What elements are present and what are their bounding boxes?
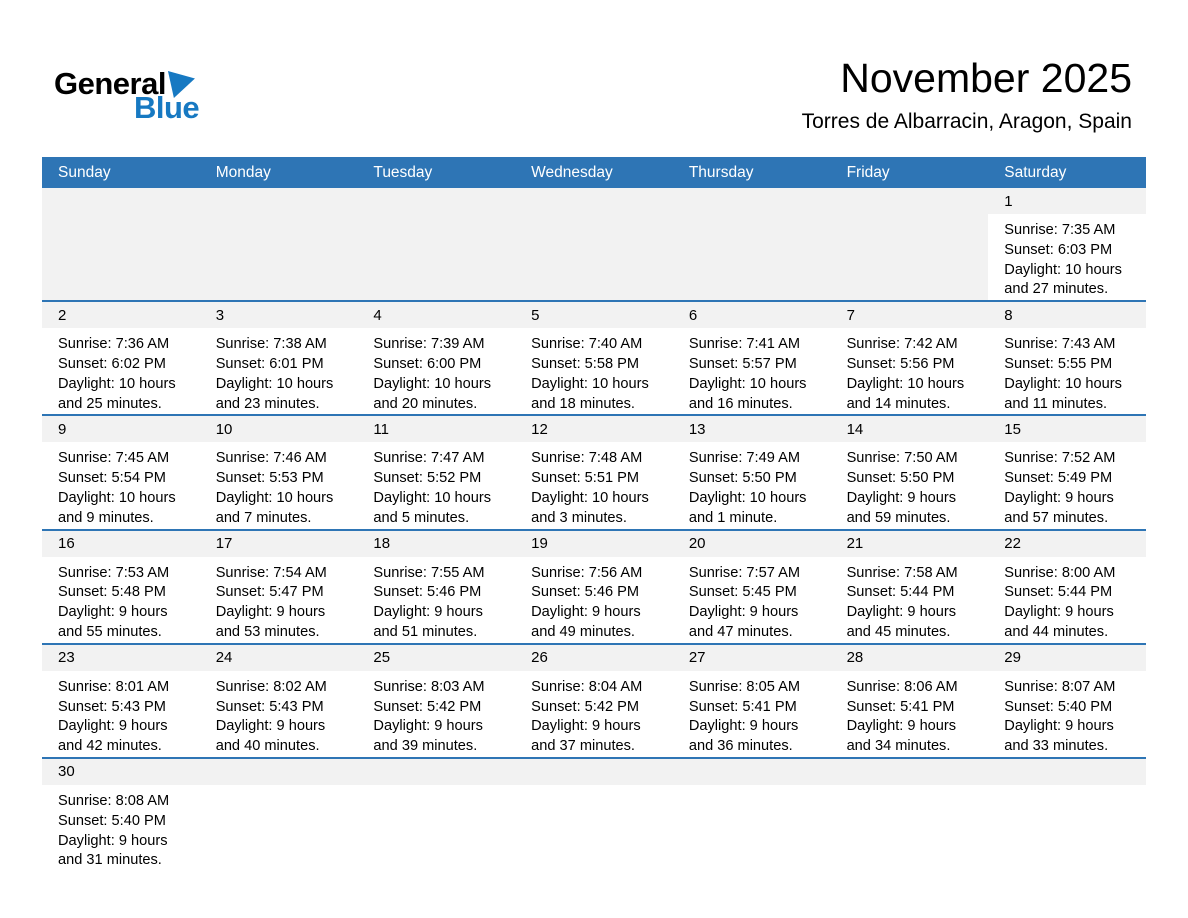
sunrise-text: Sunrise: 7:38 AM	[215, 336, 327, 353]
sunrise-text: Sunrise: 7:57 AM	[688, 564, 800, 581]
daylight-text-line1: Daylight: 9 hours	[846, 604, 957, 621]
daylight-text-line1: Daylight: 10 hours	[373, 489, 492, 506]
day-number: 29	[1004, 649, 1021, 667]
sunset-text: Sunset: 6:02 PM	[58, 355, 166, 372]
sunrise-text: Sunrise: 8:04 AM	[531, 678, 643, 695]
day-number: 12	[531, 420, 548, 438]
day-cell	[831, 531, 989, 643]
daylight-text-line2: and 45 minutes.	[846, 623, 951, 640]
daylight-text-line1: Daylight: 9 hours	[1004, 489, 1114, 506]
daylight-text-line1: Daylight: 10 hours	[58, 375, 176, 392]
week-row	[42, 300, 1146, 414]
day-number: 8	[1004, 306, 1013, 324]
empty-cell	[831, 188, 989, 300]
day-cell	[831, 302, 989, 414]
day-number: 13	[688, 420, 706, 438]
sunrise-text: Sunrise: 7:49 AM	[688, 450, 800, 467]
day-number: 26	[531, 649, 548, 667]
sunrise-text: Sunrise: 7:35 AM	[1004, 222, 1116, 238]
week-row	[42, 414, 1146, 528]
day-number: 18	[373, 535, 391, 553]
day-cell	[357, 416, 515, 528]
daylight-text-line1: Daylight: 9 hours	[58, 832, 168, 849]
sunrise-text: Sunrise: 8:01 AM	[58, 678, 170, 695]
day-cell	[515, 416, 673, 528]
sunrise-text: Sunrise: 7:42 AM	[846, 336, 958, 353]
sunset-text: Sunset: 5:53 PM	[215, 470, 324, 487]
daylight-text-line2: and 20 minutes.	[373, 395, 478, 412]
day-number: 22	[1004, 535, 1021, 553]
sunrise-text: Sunrise: 7:48 AM	[531, 450, 643, 467]
daylight-text-line1: Daylight: 9 hours	[373, 604, 483, 621]
sunrise-text: Sunrise: 7:50 AM	[846, 450, 958, 467]
sunset-text: Sunset: 5:41 PM	[846, 698, 955, 715]
day-cell	[42, 645, 200, 757]
daylight-text-line2: and 51 minutes.	[373, 623, 478, 640]
daylight-text-line2: and 53 minutes.	[215, 623, 320, 640]
weekday-header	[42, 157, 1146, 188]
week-row	[42, 757, 1146, 871]
empty-cell	[673, 188, 831, 300]
daylight-text-line2: and 5 minutes.	[373, 509, 470, 526]
daylight-text-line2: and 59 minutes.	[846, 509, 951, 526]
empty-cell	[673, 759, 831, 871]
day-number: 9	[58, 420, 67, 438]
daylight-text-line2: and 16 minutes.	[688, 395, 793, 412]
sunset-text: Sunset: 5:42 PM	[373, 698, 482, 715]
week-row	[42, 529, 1146, 643]
daylight-text-line1: Daylight: 10 hours	[688, 489, 807, 506]
day-number: 24	[215, 649, 233, 667]
day-cell	[357, 645, 515, 757]
sunset-text: Sunset: 5:46 PM	[373, 584, 482, 601]
empty-cell	[515, 759, 673, 871]
sunrise-text: Sunrise: 7:40 AM	[531, 336, 643, 353]
day-cell	[200, 645, 358, 757]
day-cell	[515, 645, 673, 757]
day-number: 21	[846, 535, 864, 553]
day-number: 14	[846, 420, 864, 438]
calendar	[42, 157, 1146, 871]
day-cell	[515, 531, 673, 643]
daylight-text-line1: Daylight: 9 hours	[58, 718, 168, 735]
sunset-text: Sunset: 6:03 PM	[1004, 241, 1113, 258]
sunset-text: Sunset: 5:52 PM	[373, 470, 482, 487]
day-cell	[988, 188, 1146, 300]
daylight-text-line2: and 3 minutes.	[531, 509, 627, 526]
empty-cell	[831, 759, 989, 871]
daylight-text-line1: Daylight: 9 hours	[688, 718, 799, 735]
day-cell	[200, 416, 358, 528]
sunset-text: Sunset: 5:55 PM	[1004, 355, 1113, 372]
daylight-text-line1: Daylight: 9 hours	[531, 604, 641, 621]
sunset-text: Sunset: 5:49 PM	[1004, 470, 1113, 487]
empty-cell	[200, 759, 358, 871]
sunrise-text: Sunrise: 7:43 AM	[1004, 336, 1116, 353]
daylight-text-line1: Daylight: 9 hours	[58, 604, 168, 621]
sunrise-text: Sunrise: 7:58 AM	[846, 564, 958, 581]
logo-text-general: General	[54, 66, 166, 101]
day-cell	[42, 531, 200, 643]
day-number: 7	[846, 306, 855, 324]
sunset-text: Sunset: 5:58 PM	[531, 355, 640, 372]
day-number: 2	[58, 306, 67, 324]
calendar-grid	[42, 188, 1146, 871]
sunset-text: Sunset: 5:57 PM	[688, 355, 797, 372]
day-number: 5	[531, 306, 540, 324]
sunrise-text: Sunrise: 8:05 AM	[688, 678, 800, 695]
weekday-sunday: Sunday	[58, 163, 111, 181]
daylight-text-line2: and 47 minutes.	[688, 623, 793, 640]
day-number: 20	[688, 535, 706, 553]
day-cell	[42, 759, 200, 871]
weekday-monday: Monday	[215, 163, 271, 181]
day-cell	[673, 645, 831, 757]
daylight-text-line1: Daylight: 9 hours	[531, 718, 641, 735]
daylight-text-line2: and 18 minutes.	[531, 395, 635, 412]
daylight-text-line1: Daylight: 9 hours	[373, 718, 483, 735]
sunrise-text: Sunrise: 7:55 AM	[373, 564, 485, 581]
month-title: November 2025	[840, 55, 1132, 101]
daylight-text-line1: Daylight: 10 hours	[531, 375, 649, 392]
daylight-text-line1: Daylight: 10 hours	[688, 375, 807, 392]
day-number: 17	[215, 535, 233, 553]
sunset-text: Sunset: 6:00 PM	[373, 355, 482, 372]
daylight-text-line1: Daylight: 10 hours	[58, 489, 176, 506]
sunset-text: Sunset: 5:43 PM	[58, 698, 166, 715]
sunset-text: Sunset: 5:42 PM	[531, 698, 640, 715]
day-number: 6	[688, 306, 698, 324]
empty-cell	[200, 188, 358, 300]
day-cell	[988, 302, 1146, 414]
empty-cell	[357, 188, 515, 300]
page-header	[42, 0, 1146, 157]
daylight-text-line2: and 44 minutes.	[1004, 623, 1109, 640]
day-cell	[357, 302, 515, 414]
day-cell	[988, 531, 1146, 643]
sunrise-text: Sunrise: 8:06 AM	[846, 678, 958, 695]
daylight-text-line1: Daylight: 10 hours	[531, 489, 649, 506]
weekday-friday: Friday	[846, 163, 890, 181]
sunset-text: Sunset: 5:48 PM	[58, 584, 166, 601]
day-cell	[988, 416, 1146, 528]
day-cell	[357, 531, 515, 643]
daylight-text-line2: and 55 minutes.	[58, 623, 162, 640]
day-cell	[42, 302, 200, 414]
daylight-text-line2: and 37 minutes.	[531, 738, 635, 755]
daylight-text-line2: and 31 minutes.	[58, 852, 162, 869]
day-cell	[673, 416, 831, 528]
day-cell	[831, 645, 989, 757]
daylight-text-line2: and 36 minutes.	[688, 738, 793, 755]
sunset-text: Sunset: 5:43 PM	[215, 698, 324, 715]
sunrise-text: Sunrise: 7:45 AM	[58, 450, 170, 467]
sunrise-text: Sunrise: 8:00 AM	[1004, 564, 1116, 581]
empty-cell	[42, 188, 200, 300]
day-number: 3	[215, 306, 225, 324]
weekday-thursday: Thursday	[688, 163, 754, 181]
sunset-text: Sunset: 5:46 PM	[531, 584, 640, 601]
sunset-text: Sunset: 5:56 PM	[846, 355, 955, 372]
day-number: 28	[846, 649, 864, 667]
daylight-text-line1: Daylight: 9 hours	[846, 489, 957, 506]
sunrise-text: Sunrise: 7:53 AM	[58, 564, 170, 581]
sunset-text: Sunset: 5:44 PM	[1004, 584, 1113, 601]
daylight-text-line1: Daylight: 10 hours	[1004, 261, 1122, 278]
day-number: 10	[215, 420, 233, 438]
day-number: 30	[58, 763, 75, 781]
daylight-text-line2: and 39 minutes.	[373, 738, 478, 755]
sunset-text: Sunset: 5:44 PM	[846, 584, 955, 601]
day-cell	[42, 416, 200, 528]
daylight-text-line1: Daylight: 10 hours	[373, 375, 492, 392]
week-row	[42, 643, 1146, 757]
daylight-text-line2: and 40 minutes.	[215, 738, 320, 755]
logo-text-blue: Blue	[134, 89, 200, 125]
daylight-text-line2: and 42 minutes.	[58, 738, 162, 755]
day-number: 15	[1004, 420, 1021, 438]
day-cell	[200, 531, 358, 643]
day-cell	[988, 645, 1146, 757]
sunset-text: Sunset: 5:45 PM	[688, 584, 797, 601]
daylight-text-line1: Daylight: 9 hours	[215, 604, 326, 621]
day-number: 11	[373, 420, 389, 438]
empty-cell	[988, 759, 1146, 871]
daylight-text-line2: and 49 minutes.	[531, 623, 635, 640]
daylight-text-line2: and 7 minutes.	[215, 509, 312, 526]
sunset-text: Sunset: 5:47 PM	[215, 584, 324, 601]
sunrise-text: Sunrise: 7:46 AM	[215, 450, 327, 467]
daylight-text-line1: Daylight: 10 hours	[215, 489, 334, 506]
sunrise-text: Sunrise: 8:07 AM	[1004, 678, 1116, 695]
daylight-text-line2: and 33 minutes.	[1004, 738, 1109, 755]
day-cell	[673, 531, 831, 643]
weekday-saturday: Saturday	[1004, 163, 1067, 181]
sunset-text: Sunset: 6:01 PM	[215, 355, 324, 372]
daylight-text-line2: and 1 minute.	[688, 509, 778, 526]
daylight-text-line2: and 25 minutes.	[58, 395, 162, 412]
title-block	[802, 56, 1132, 134]
sunrise-text: Sunrise: 7:41 AM	[688, 336, 800, 353]
daylight-text-line1: Daylight: 10 hours	[1004, 375, 1122, 392]
sunset-text: Sunset: 5:50 PM	[688, 470, 797, 487]
daylight-text-line2: and 34 minutes.	[846, 738, 951, 755]
day-number: 4	[373, 306, 382, 324]
day-cell	[831, 416, 989, 528]
sunrise-text: Sunrise: 7:52 AM	[1004, 450, 1116, 467]
day-number: 23	[58, 649, 75, 667]
sunrise-text: Sunrise: 8:08 AM	[58, 792, 170, 809]
day-number: 25	[373, 649, 391, 667]
sunset-text: Sunset: 5:51 PM	[531, 470, 640, 487]
daylight-text-line2: and 23 minutes.	[215, 395, 320, 412]
daylight-text-line1: Daylight: 9 hours	[215, 718, 326, 735]
day-cell	[673, 302, 831, 414]
daylight-text-line1: Daylight: 10 hours	[846, 375, 965, 392]
sunrise-text: Sunrise: 7:36 AM	[58, 336, 170, 353]
day-cell	[200, 302, 358, 414]
day-number: 1	[1004, 192, 1013, 210]
daylight-text-line2: and 14 minutes.	[846, 395, 951, 412]
weekday-tuesday: Tuesday	[373, 163, 433, 181]
daylight-text-line2: and 11 minutes.	[1004, 395, 1108, 412]
daylight-text-line1: Daylight: 9 hours	[688, 604, 799, 621]
sunrise-text: Sunrise: 8:03 AM	[373, 678, 485, 695]
empty-cell	[515, 188, 673, 300]
daylight-text-line2: and 27 minutes.	[1004, 281, 1109, 298]
sunrise-text: Sunrise: 8:02 AM	[215, 678, 327, 695]
daylight-text-line1: Daylight: 9 hours	[1004, 718, 1114, 735]
daylight-text-line1: Daylight: 9 hours	[846, 718, 957, 735]
sunrise-text: Sunrise: 7:47 AM	[373, 450, 485, 467]
daylight-text-line1: Daylight: 9 hours	[1004, 604, 1114, 621]
week-row	[42, 188, 1146, 300]
sunset-text: Sunset: 5:41 PM	[688, 698, 797, 715]
general-blue-logo	[54, 68, 294, 124]
sunrise-text: Sunrise: 7:39 AM	[373, 336, 485, 353]
daylight-text-line1: Daylight: 10 hours	[215, 375, 334, 392]
sunrise-text: Sunrise: 7:54 AM	[215, 564, 327, 581]
daylight-text-line2: and 9 minutes.	[58, 509, 154, 526]
day-number: 16	[58, 535, 75, 553]
sunset-text: Sunset: 5:40 PM	[58, 812, 166, 829]
day-cell	[515, 302, 673, 414]
day-number: 19	[531, 535, 548, 553]
weekday-wednesday: Wednesday	[531, 163, 613, 181]
empty-cell	[357, 759, 515, 871]
sunset-text: Sunset: 5:40 PM	[1004, 698, 1113, 715]
sunset-text: Sunset: 5:54 PM	[58, 470, 166, 487]
daylight-text-line2: and 57 minutes.	[1004, 509, 1109, 526]
sunrise-text: Sunrise: 7:56 AM	[531, 564, 643, 581]
location-subtitle: Torres de Albarracin, Aragon, Spain	[801, 110, 1132, 134]
day-number: 27	[688, 649, 706, 667]
sunset-text: Sunset: 5:50 PM	[846, 470, 955, 487]
